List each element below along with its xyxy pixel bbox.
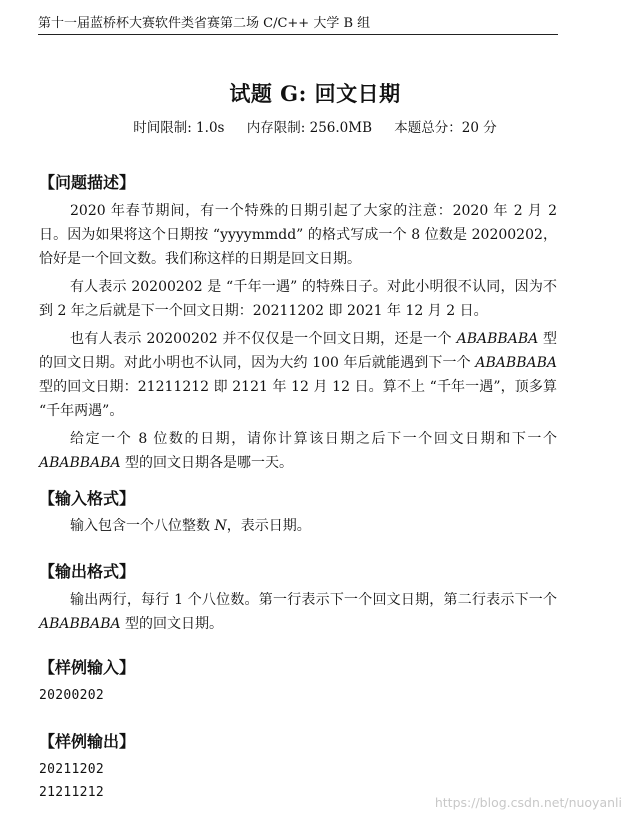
memory-limit: 内存限制: 256.0MB [246, 120, 372, 136]
text-run: 也有人表示 20200202 并不仅仅是一个回文日期，还是一个 [70, 331, 457, 347]
sample-output-line: 20211202 [39, 762, 105, 777]
text-run: 输出两行，每行 1 个八位数。第一行表示下一个回文日期，第二行表示下一个 [70, 592, 557, 608]
description-paragraph-2: 有人表示 20200202 是 “千年一遇” 的特殊日子。对此小明很不认同，因为不到 2 年之后就是下一个回文日期：20211202 即 2021 年 12 月 2 日。 [39, 279, 557, 319]
input-format-body [39, 514, 557, 542]
problem-limits [0, 116, 630, 136]
text-run: 型的回文日期：21211212 即 2121 年 12 月 12 日。算不上 “千年一遇”，顶多算 “千年两遇”。 [39, 379, 557, 419]
pattern-term: ABABBABA [39, 455, 121, 471]
pattern-term: ABABBABA [39, 616, 121, 632]
output-format-body [39, 588, 557, 640]
input-format-paragraph [39, 514, 557, 538]
section-heading-sample-output: 【样例输出】 [39, 732, 136, 751]
description-paragraph-3 [39, 327, 557, 423]
watermark: https://blog.csdn.net/nuoyanli [434, 795, 622, 810]
sample-input-block [39, 684, 104, 707]
text-run: 输入包含一个八位整数 [70, 518, 215, 534]
section-heading-output: 【输出格式】 [39, 562, 136, 581]
description-paragraph-4 [39, 427, 557, 475]
sample-output-block [39, 758, 104, 804]
time-limit: 时间限制: 1.0s [133, 120, 225, 136]
text-run: 型的回文日期。 [120, 616, 224, 632]
text-run: ，表示日期。 [226, 518, 311, 534]
variable-n: N [214, 518, 227, 534]
pattern-term: ABABBABA [475, 355, 557, 371]
text-run: 给定一个 8 位数的日期，请你计算该日期之后下一个回文日期和下一个 [70, 431, 557, 447]
text-run: 型的回文日期各是哪一天。 [120, 455, 294, 471]
text-run: 型的回文日期。对此小明也不认同，因为大约 100 年后就能遇到下一个 [39, 331, 558, 371]
section-heading-sample-input: 【样例输入】 [39, 658, 136, 677]
sample-output-line: 21211212 [39, 785, 105, 800]
section-heading-input: 【输入格式】 [39, 489, 136, 508]
output-format-paragraph [39, 588, 557, 636]
page-title: 试题 G: 回文日期 [229, 81, 401, 106]
pattern-term: ABABBABA [456, 331, 539, 347]
section-heading-description: 【问题描述】 [39, 173, 136, 192]
description-body [39, 199, 557, 479]
page-header: 第十一届蓝桥杯大赛软件类省赛第二场 C/C++ 大学 B 组 [38, 14, 558, 35]
description-paragraph-1: 2020 年春节期间，有一个特殊的日期引起了大家的注意：2020 年 2 月 2 日。因为如果将这个日期按 “yyyymmdd” 的格式写成一个 8 位数是 20200202，恰好是一个回文数。我们称这样的日期是回文日期。 [39, 203, 557, 267]
sample-input-line: 20200202 [39, 688, 105, 703]
total-score: 本题总分：20 分 [394, 120, 497, 136]
